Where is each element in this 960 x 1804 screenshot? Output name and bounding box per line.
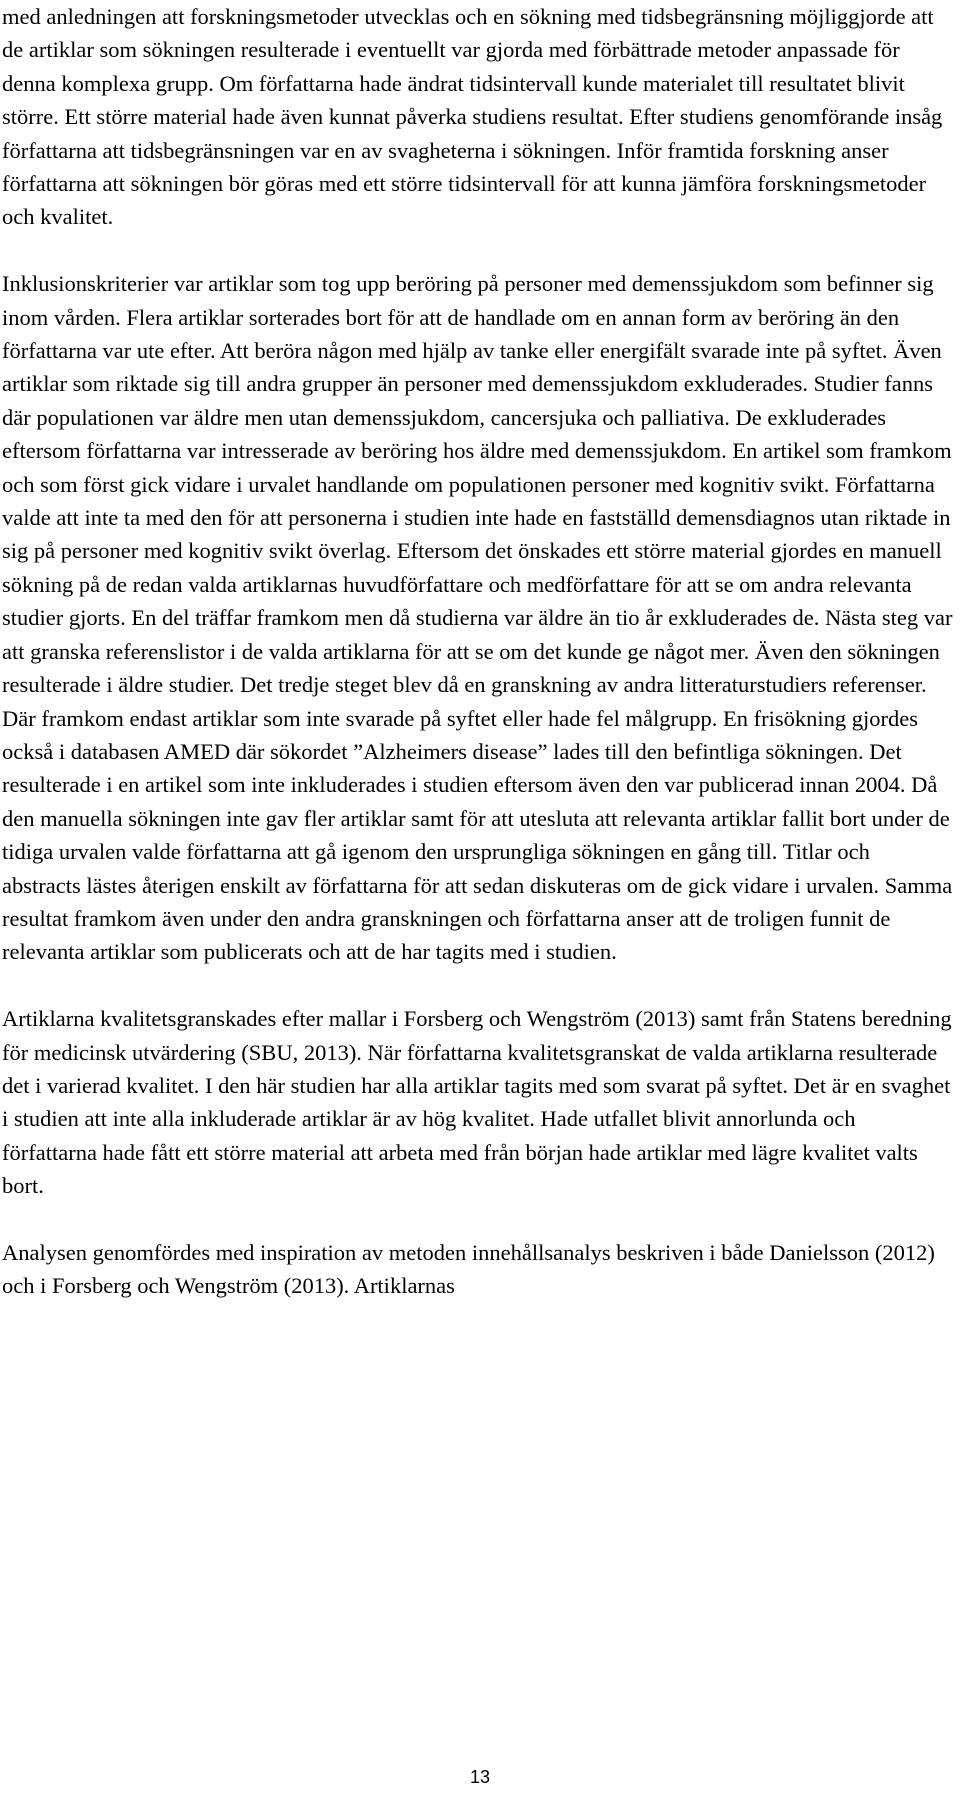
page-number: 13 (469, 1767, 491, 1787)
paragraph-time-limitation: med anledningen att forskningsmetoder utvecklas och en sökning med tidsbegränsning möjliggjorde att de artiklar som sökningen resulterade i eventuellt var gjorda med förbättrade metoder anpassade för denna komplexa grupp. Om författarna hade ändrat tidsintervall kunde materialet till resultatet blivit större. Ett större material hade även kunnat påverka studiens resultat. Efter studiens genomförande insåg författarna att tidsbegränsningen var en av svagheterna i sökningen. Inför framtida forskning anser författarna att sökningen bör göras med ett större tidsintervall för att kunna jämföra forskningsmetoder och kvalitet. (2, 4, 943, 230)
paragraph-analysis: Analysen genomfördes med inspiration av metoden innehållsanalys beskriven i både Danielsson (2012) och i Forsberg och Wengström (2013). Artiklarnas (2, 1239, 935, 1299)
paragraph-inclusion-criteria: Inklusionskriterier var artiklar som tog upp beröring på personer med demenssjukdom som befinner sig inom vården. Flera artiklar sorterades bort för att de handlade om en annan form av beröring än den författarna var ute efter. Att beröra någon med hjälp av tanke eller energifält svarade inte på syftet. Även artiklar som riktade sig till andra grupper än personer med demenssjukdom exkluderades. Studier fanns där populationen var äldre men utan demenssjukdom, cancersjuka och palliativa. De exkluderades eftersom författarna var intresserade av beröring hos äldre med demenssjukdom. En artikel som framkom och som först gick vidare i urvalet handlande om populationen personer med kognitiv svikt. Författarna valde att inte ta med den för att personerna i studien inte hade en fastställd demensdiagnos utan riktade in sig på personer med kognitiv svikt överlag. Eftersom det önskades ett större material gjordes en manuell sökning på de redan valda artiklarnas huvudförfattare och medförfattare för att se om andra relevanta studier gjorts. En del träffar framkom men då studierna var äldre än tio år exkluderades de. Nästa steg var att granska referenslistor i de valda artiklarna för att se om det kunde ge något mer. Även den sökningen resulterade i äldre studier. Det tredje steget blev då en granskning av andra litteraturstudiers referenser. Där framkom endast artiklar som inte svarade på syftet eller hade fel målgrupp. En frisökning gjordes också i databasen AMED där sökordet ”Alzheimers disease” lades till den befintliga sökningen. Det resulterade i en artikel som inte inkluderades i studien eftersom även den var publicerad innan 2004. Då den manuella sökningen inte gav fler artiklar samt för att utesluta att relevanta artiklar fallit bort under de tidiga urvalen valde författarna att gå igenom den ursprungliga sökningen en gång till. Titlar och abstracts lästes återigen enskilt av författarna för att sedan diskuteras om de gick vidare i urvalen. Samma resultat framkom även under den andra granskningen och författarna anser att de troligen funnit de relevanta artiklar som publicerats och att de har tagits med i studien. (2, 271, 953, 965)
body-text (2, 0, 954, 1336)
paragraph-quality-review: Artiklarna kvalitetsgranskades efter mallar i Forsberg och Wengström (2013) samt från Statens beredning för medicinsk utvärdering (SBU, 2013). När författarna kvalitetsgranskat de valda artiklarna resulterade det i varierad kvalitet. I den här studien har alla artiklar tagits med som svarat på syftet. Det är en svaghet i studien att inte alla inkluderade artiklar är av hög kvalitet. Hade utfallet blivit annorlunda och författarna hade fått ett större material att arbeta med från början hade artiklar med lägre kvalitet valts bort. (2, 1006, 952, 1199)
